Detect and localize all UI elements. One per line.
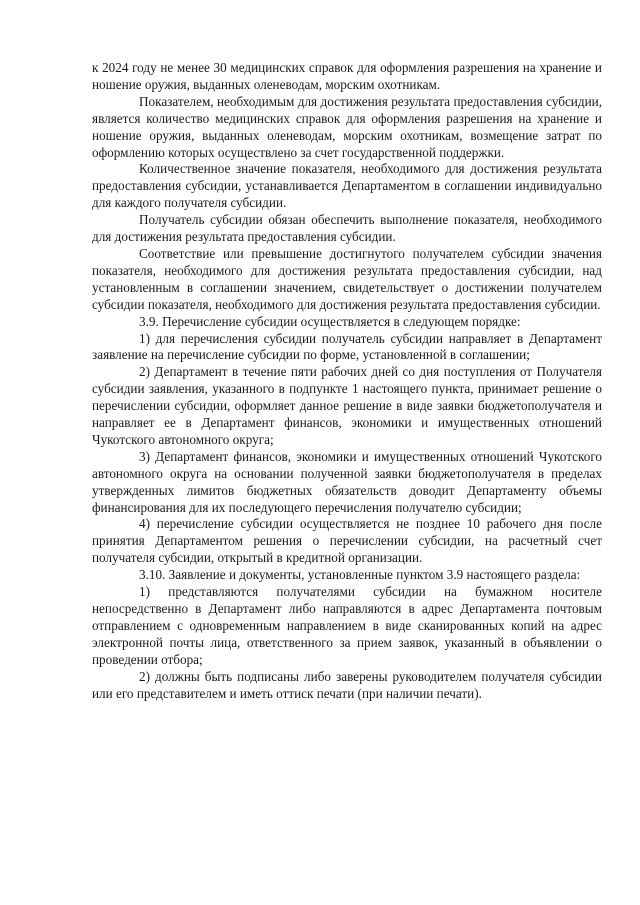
list-item: 1) представляются получателями субсидии на бумажном носителе непосредственно в Департамент либо направляются в адрес Департамента почтовым отправлением с одновременным направлением в виде сканированных копий на адрес электронной почты лица, ответственного за прием заявок, указанный в объявлении о проведении отбора; (92, 584, 602, 667)
paragraph: к 2024 году не менее 30 медицинских справок для оформления разрешения на хранение и ношение оружия, выданных оленеводам, морским охотникам. (92, 60, 602, 92)
list-item: 1) для перечисления субсидии получатель субсидии направляет в Департамент заявление на перечисление субсидии по форме, установленной в соглашении; (92, 330, 602, 363)
section-heading-3-10: 3.10. Заявление и документы, установленные пунктом 3.9 настоящего раздела: (139, 567, 581, 583)
list-item: 2) должны быть подписаны либо заверены руководителем получателя субсидии или его представителем и иметь оттиск печати (при наличии печати). (92, 668, 602, 701)
list-item: 4) перечисление субсидии осуществляется не позднее 10 рабочего дня после принятия Департаментом решения о перечислении субсидии, на расчетный счет получателя субсидии, открытый в кредитной организации. (92, 516, 602, 566)
paragraph: Соответствие или превышение достигнутого получателем субсидии значения показателя, необходимого для достижения результата предоставления субсидии, над установленным в соглашении значением, свидетельствует о достижении получателем субсидии показателя, необходимого для достижения результата предоставления субсидии. (92, 245, 602, 312)
list-item: 3) Департамент финансов, экономики и имущественных отношений Чукотского автономного округа на основании полученной заявки бюджетополучателя в пределах утвержденных лимитов бюджетных обязательств доводит Департаменту объемы финансирования для их последующего перечисления получателю субсидии; (92, 448, 602, 515)
section-heading-3-9: 3.9. Перечисление субсидии осуществляется в следующем порядке: (139, 313, 521, 329)
list-item: 2) Департамент в течение пяти рабочих дней со дня поступления от Получателя субсидии заявления, указанного в подпункте 1 настоящего пункта, принимает решение о перечислении субсидии, оформляет данное решение в виде заявки бюджетополучателя и направляет ее в Департамент финансов, экономики и имущественных отношений Чукотского автономного округа; (92, 364, 602, 447)
paragraph: Получатель субсидии обязан обеспечить выполнение показателя, необходимого для достижения результата предоставления субсидии. (92, 212, 602, 245)
paragraph: Количественное значение показателя, необходимого для достижения результата предоставления субсидии, устанавливается Департаментом в соглашении индивидуально для каждого получателя субсидии. (92, 161, 602, 211)
paragraph: Показателем, необходимым для достижения результата предоставления субсидии, является количество медицинских справок для оформления разрешения на хранение и ношение оружия, выданных оленеводам, морским охотникам, возмещение затрат по оформлению которых осуществлено за счет государственной поддержки. (92, 93, 602, 160)
